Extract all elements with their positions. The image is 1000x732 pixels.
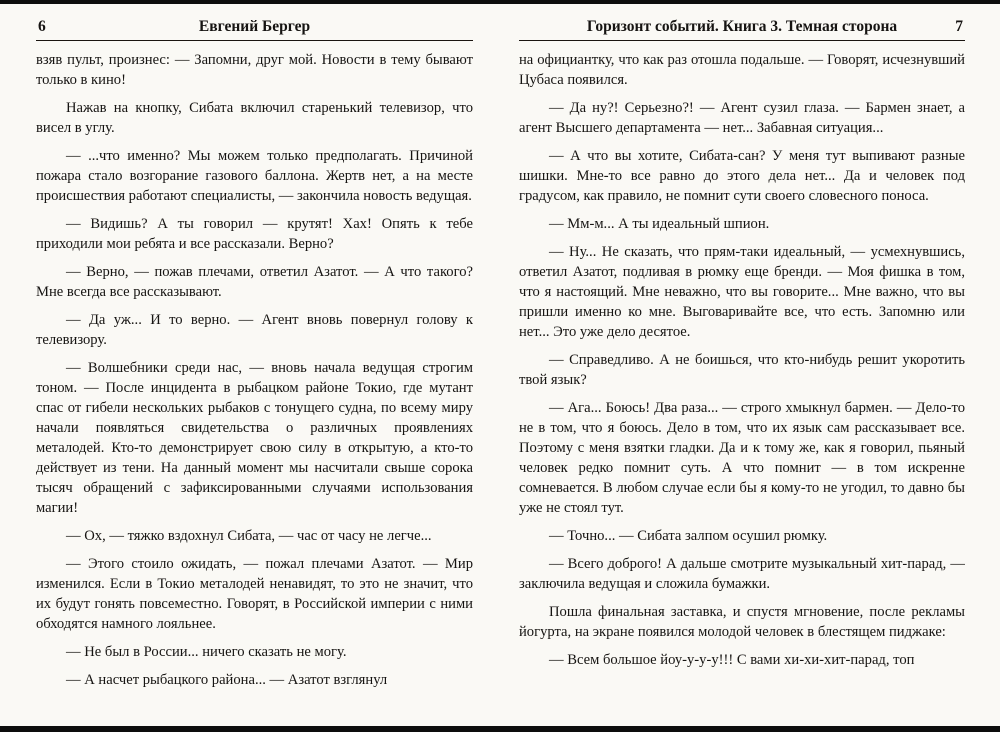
running-title-left: Евгений Бергер: [198, 18, 311, 35]
paragraph: — Точно... — Сибата залпом осушил рюмку.: [549, 528, 828, 544]
page-right: [519, 15, 965, 720]
paragraph: — Видишь? А ты говорил — крутят! Хах! Опять к тебе приходили мои ребята и все рассказали. Верно?: [36, 216, 473, 252]
paragraph: — Ага... Боюсь! Два раза... — строго хмыкнул бармен. — Дело-то не в том, что я боюсь. Дело в том, что их язык сам рассказывает все. Поэтому с меня взятки гладки. Да и к тому же, как я говорил, пьяный человек редко помнит суть. А что помнит — в том искренне сомневается. В любом случае если бы я кому-то не угодил, то давно бы уже не стоял тут.: [519, 400, 965, 516]
paragraph: Нажав на кнопку, Сибата включил старенький телевизор, что висел в углу.: [36, 100, 473, 136]
page-number-left: 6: [38, 18, 46, 35]
header-rule-right: [519, 40, 965, 41]
paragraph: на официантку, что как раз отошла подальше. — Говорят, исчезнувший Цубаса появился.: [519, 52, 965, 88]
page-left: [36, 15, 473, 720]
paragraph: — Волшебники среди нас, — вновь начала ведущая строгим тоном. — После инцидента в рыбацком районе Токио, где мутант спас от гибели нескольких рыбаков с тонущего судна, по всему миру начали появляться свидетельства о различных проявлениях металодей. Кто-то демонстрирует свою силу в открытую, а кто-то действует из тени. На данный момент мы насчитали свыше сорока тысяч обращений с зафиксированными случаями использования магии!: [36, 360, 473, 516]
running-title-right: Горизонт событий. Книга 3. Темная сторона: [586, 18, 898, 35]
paragraph: — Да уж... И то верно. — Агент вновь повернул голову к телевизору.: [36, 312, 473, 348]
scan-edge-top: [0, 0, 1000, 4]
header-rule-left: [36, 40, 473, 41]
paragraph: — Верно, — пожав плечами, ответил Азатот. — А что такого? Мне всегда все рассказывают.: [36, 264, 473, 300]
paragraph: — Всем большое йоу-у-у-у!!! С вами хи-хи-хит-парад, топ: [549, 652, 915, 668]
running-head-left: [36, 15, 473, 39]
paragraph: — Мм-м... А ты идеальный шпион.: [549, 216, 770, 232]
page-number-right: 7: [955, 18, 963, 35]
paragraph: — Ох, — тяжко вздохнул Сибата, — час от часу не легче...: [66, 528, 432, 544]
paragraph: — Не был в России... ничего сказать не могу.: [66, 644, 347, 660]
paragraph: — А насчет рыбацкого района... — Азатот взглянул: [66, 672, 388, 688]
running-head-right: [519, 15, 965, 39]
paragraph: — Ну... Не сказать, что прям-таки идеальный, — усмехнувшись, ответил Азатот, подливая в рюмку еще бренди. — Моя фишка в том, что я настоящий. Мне неважно, что вы говорите... Мне важно, что вы пришли именно ко мне. Выговаривайте все, что есть. Запомню или нет... Это уже дело десятое.: [519, 244, 965, 340]
paragraph: — ...что именно? Мы можем только предполагать. Причиной пожара стало возгорание газового баллона. Жертв нет, а на месте происшествия работают специалисты, — закончила новость ведущая.: [36, 148, 473, 204]
paragraph: Пошла финальная заставка, и спустя мгновение, после рекламы йогурта, на экране появился молодой человек в блестящем пиджаке:: [519, 604, 965, 640]
paragraph: — Справедливо. А не боишься, что кто-нибудь решит укоротить твой язык?: [519, 352, 965, 388]
page-text-left: [36, 50, 473, 690]
paragraph: — Да ну?! Серьезно?! — Агент сузил глаза. — Бармен знает, а агент Высшего департамента — нет... Забавная ситуация...: [519, 100, 965, 136]
fleuron-ornament-icon: [36, 698, 473, 718]
paragraph: — А что вы хотите, Сибата-сан? У меня тут выпивают разные шишки. Мне-то все равно до этого дела нет... Да и человек под градусом, как правило, не помнит сути своего словесного поноса.: [519, 148, 965, 204]
page-text-right: [519, 50, 965, 670]
paragraph: взяв пульт, произнес: — Запомни, друг мой. Новости в тему бывают только в кино!: [36, 52, 473, 88]
paragraph: — Всего доброго! А дальше смотрите музыкальный хит-парад, — заключила ведущая и сложила бумажки.: [519, 556, 965, 592]
paragraph: — Этого стоило ожидать, — пожал плечами Азатот. — Мир изменился. Если в Токио металодей ненавидят, то это не значит, что их будут гонять повсеместно. Говорят, в Российской империи с ними обходятся намного лояльнее.: [36, 556, 473, 632]
scan-edge-bottom: [0, 726, 1000, 732]
